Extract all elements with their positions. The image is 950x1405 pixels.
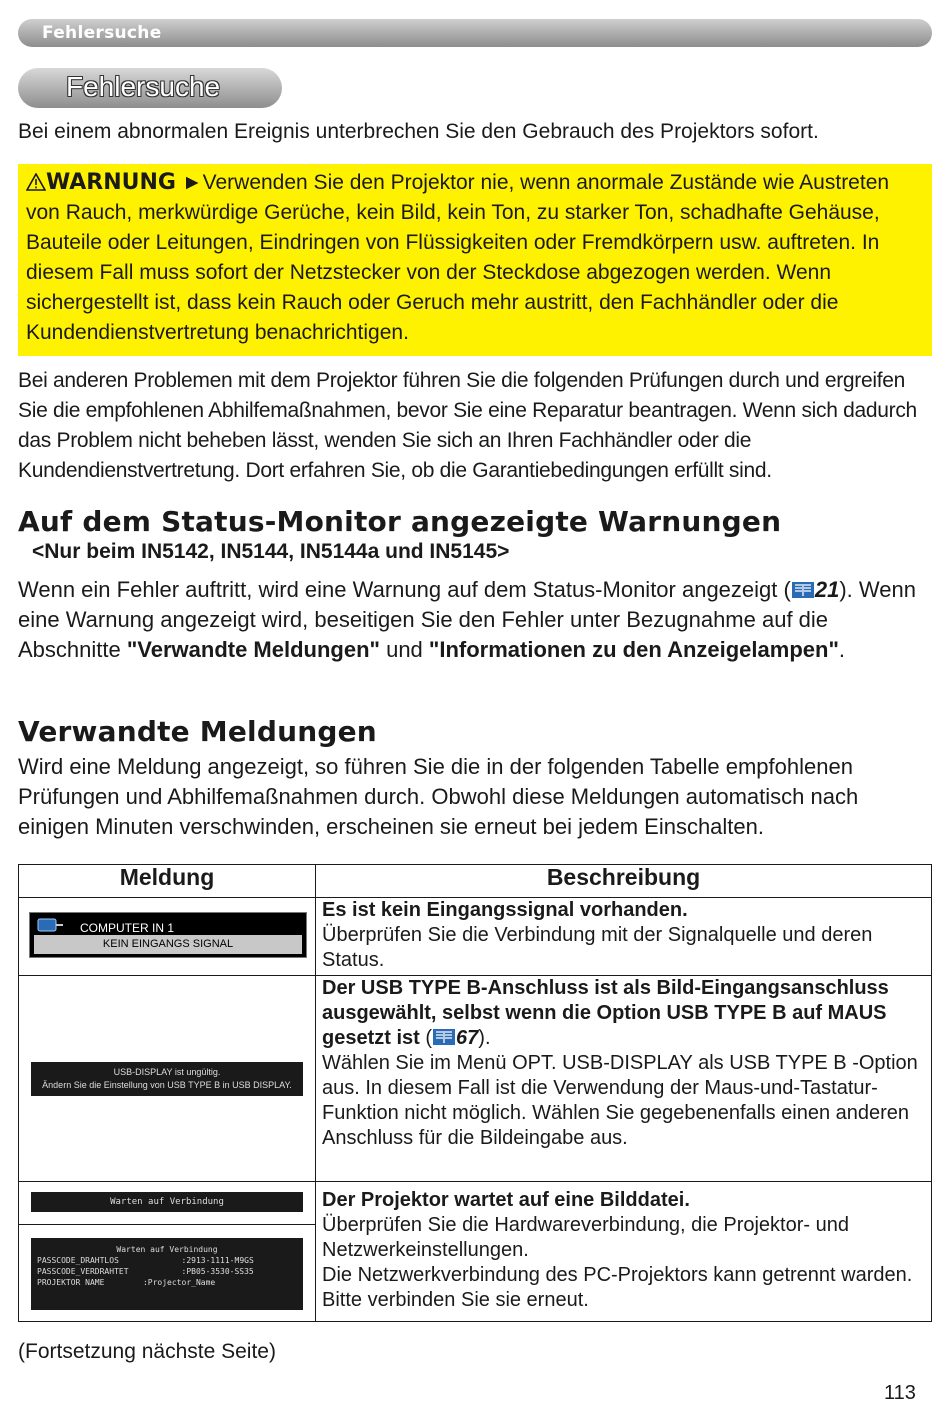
models-subheading: <Nur beim IN5142, IN5144, IN5144a und IN5145> (32, 540, 510, 563)
description-cell: Der Projektor wartet auf eine Bilddatei. Überprüfen Sie die Hardwareverbindung, die Projektor- und Netzwerkeinstellungen. Die Netzwerkverbindung des PC-Projektors kann getrennt warden. Bitte verbinden Sie sie erneut. (316, 1182, 932, 1322)
warning-text: Verwenden Sie den Projektor nie, wenn anormale Zustände wie Austreten von Rauch, merkwürdige Gerüche, kein Bild, kein Ton, zu starker Ton, schadhafte Gehäuse, Bauteile oder Leitungen, Eindringen von Flüssigkeiten oder Fremdkörpern usw. auftreten. In diesem Fall muss sofort der Netzstecker von der Steckdose abgezogen werden. Wenn sichergestellt ist, dass kein Rauch oder Geruch mehr austritt, den Fachhändler oder die Kundendienstvertretung benachrichtigen. (26, 171, 890, 344)
osd-waiting-details: Warten auf Verbindung PASSCODE_DRAHTLOS :2913-1111-M9GS PASSCODE_VERDRAHTET :PB05-3530-SS35 PROJEKTOR NAME :Projector_Name (31, 1238, 303, 1310)
messages-table (18, 864, 932, 1322)
osd-no-signal (29, 912, 307, 958)
page-ref-21[interactable]: 21 (814, 577, 840, 602)
table-row (19, 1182, 932, 1322)
section-label: Fehlersuche (42, 23, 162, 43)
warning-word: WARNUNG (46, 170, 176, 195)
other-problems-text: Bei anderen Problemen mit dem Projektor führen Sie die folgenden Prüfungen durch und ergreifen Sie die empfohlenen Abhilfemaßnahmen, bevor Sie eine Reparatur beantragen. Wenn sich dadurch das Problem nicht beheben lässt, wenden Sie sich an Ihren Fachhändler oder die Kundendienstvertretung. Dort erfahren Sie, ob die Garantiebedingungen erfüllt sind. (18, 369, 917, 482)
table-row (19, 898, 932, 976)
page-title-pill (18, 68, 282, 108)
status-monitor-text: Wenn ein Fehler auftritt, wird eine Warnung auf dem Status-Monitor angezeigt ( 21). Wenn eine Warnung angezeigt wird, beseitigen Sie den Fehler unter Bezugnahme auf die Abschnitte "Verwandte Meldungen" und "Informationen zu den Anzeigelampen". (18, 577, 916, 662)
continued-note: (Fortsetzung nächste Seite) (18, 1340, 276, 1363)
page-title: Fehlersuche (66, 71, 221, 102)
description-cell: Es ist kein Eingangssignal vorhanden. Überprüfen Sie die Verbindung mit der Signalquelle und deren Status. (316, 898, 932, 976)
book-reference-icon (432, 1027, 456, 1047)
osd-waiting: Warten auf Verbindung (31, 1192, 303, 1212)
warning-arrow: ► (181, 171, 203, 194)
related-messages-text: Wird eine Meldung angezeigt, so führen Sie die in der folgenden Tabelle empfohlenen Prüfungen und Abhilfemaßnahmen durch. Obwohl diese Meldungen automatisch nach einigen Minuten verschwinden, erscheinen sie erneut bei jedem Einschalten. (18, 754, 859, 839)
related-messages-heading: Verwandte Meldungen (18, 715, 377, 748)
col-header-description: Beschreibung (316, 865, 932, 898)
book-reference-icon (791, 580, 815, 600)
osd-input-name: COMPUTER IN 1 (80, 921, 175, 935)
message-cell (19, 1182, 316, 1322)
status-monitor-heading: Auf dem Status-Monitor angezeigte Warnungen (18, 505, 782, 538)
section-header-bar (18, 19, 932, 47)
cell-divider (19, 1224, 315, 1225)
computer-input-icon (36, 917, 64, 933)
page-number: 113 (884, 1382, 916, 1404)
description-cell: Der USB TYPE B-Anschluss ist als Bild-Eingangsanschluss ausgewählt, selbst wenn die Option USB TYPE B auf MAUS gesetzt ist ( 67). Wählen Sie im Menü OPT. USB-DISPLAY als USB TYPE B -Option aus. In diesem Fall ist die Verwendung der Maus-und-Tastatur-Funktion nicht möglich. Wählen Sie gegebenenfalls einen anderen Anschluss für die Bildeingabe aus. (316, 976, 932, 1182)
table-row (19, 976, 932, 1182)
osd-status: KEIN EINGANGS SIGNAL (34, 935, 302, 954)
col-header-message: Meldung (19, 865, 316, 898)
warning-box (18, 164, 932, 356)
warning-label (26, 170, 176, 195)
intro-text: Bei einem abnormalen Ereignis unterbrechen Sie den Gebrauch des Projektors sofort. (18, 120, 819, 143)
page-ref-67[interactable]: 67 (456, 1027, 479, 1049)
osd-usb-display-invalid: USB-DISPLAY ist ungültig. Ändern Sie die Einstellung von USB TYPE B in USB DISPLAY. (31, 1062, 303, 1096)
warning-triangle-icon (26, 173, 46, 191)
message-cell (19, 976, 316, 1182)
message-cell (19, 898, 316, 976)
